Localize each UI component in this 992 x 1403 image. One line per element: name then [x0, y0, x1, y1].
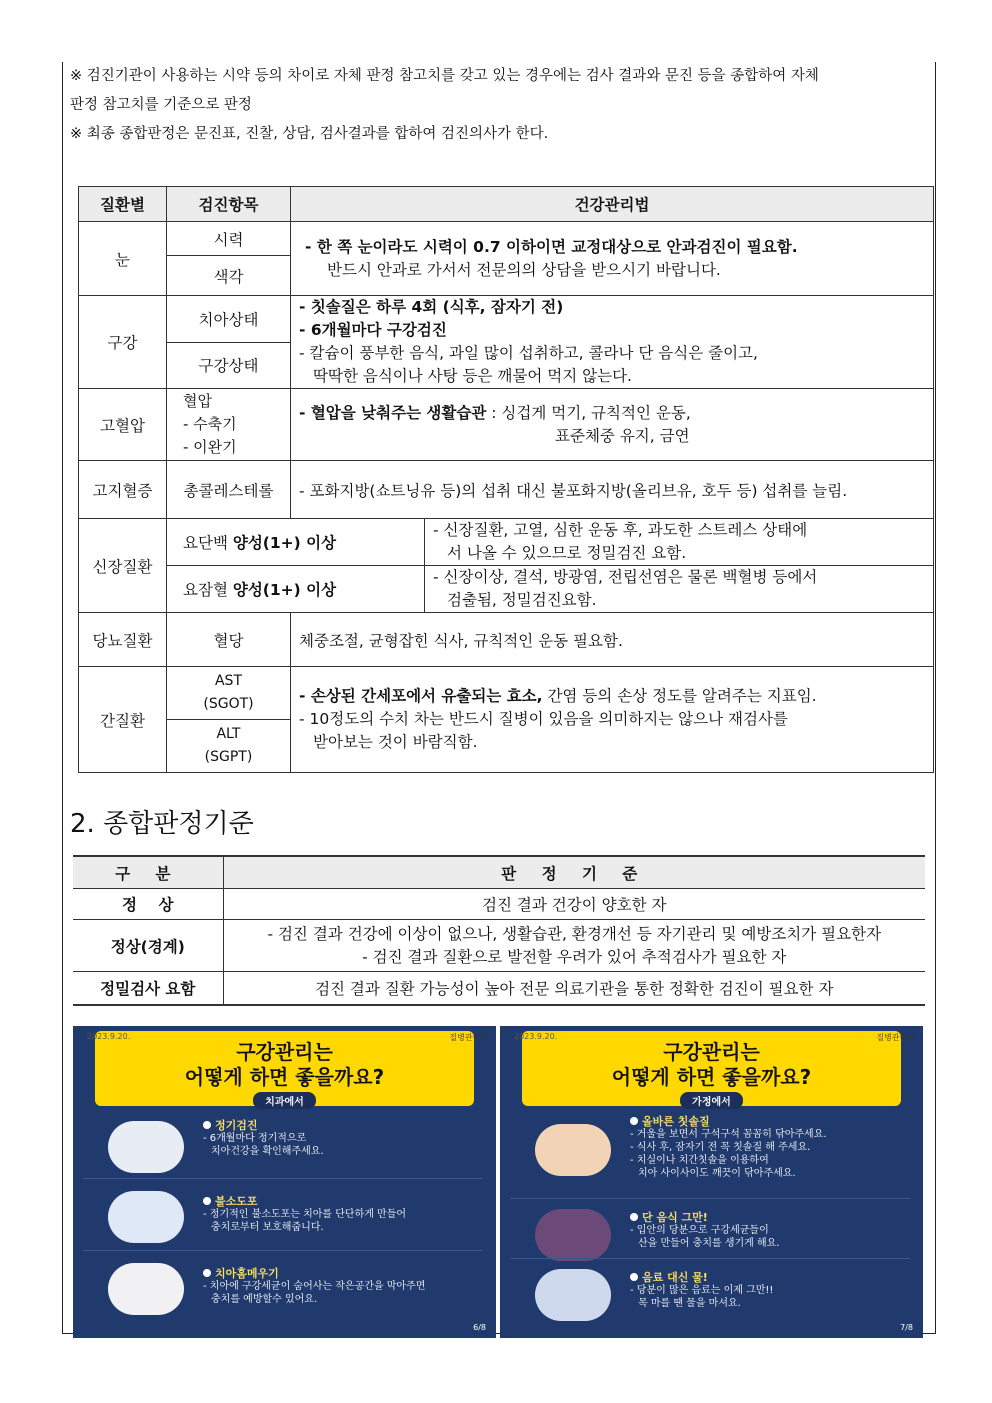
poster2-date: 2023.9.20.	[514, 1032, 558, 1041]
method-bp-rest: : 싱겁게 먹기, 규칙적인 운동,	[486, 403, 691, 422]
method-kidney-2a: - 신장이상, 결석, 방광염, 전립선염은 물론 백혈병 등에서	[433, 568, 818, 586]
row-label-detailed: 정밀검사 요함	[73, 972, 223, 1005]
row-criteria-detailed: 검진 결과 질환 가능성이 높아 전문 의료기관을 통한 정확한 검진이 필요한 자	[223, 972, 925, 1005]
item-protein-label: 요단백	[183, 534, 233, 552]
poster2-item-l1: - 당분이 많은 음료는 이제 그만!!	[630, 1285, 774, 1296]
row-label-borderline: 정상(경계)	[73, 920, 223, 972]
posters	[73, 1026, 923, 1338]
method-eye-line1: - 한 쪽 눈이라도 시력이 0.7 이하이면 교정대상으로 안과검진이 필요함.	[305, 237, 798, 256]
bullet-icon	[630, 1273, 638, 1281]
bullet-icon	[630, 1117, 638, 1125]
poster1-item-l1: - 정기적인 불소도포는 치아를 단단하게 만들어	[203, 1209, 407, 1220]
method-liver	[291, 667, 934, 773]
item-color: 색각	[167, 256, 291, 296]
poster2-item-l1: - 입안의 당분으로 구강세균들이	[630, 1225, 769, 1236]
poster1-item-l2: 충치를 예방할수 있어요.	[211, 1294, 318, 1305]
poster1-item-l1: - 치아에 구강세균이 숨어사는 작은공간을 막아주면	[203, 1281, 426, 1292]
poster2-item-l1: - 거울을 보면서 구석구석 꼼꼼히 닦아주세요.	[630, 1129, 827, 1140]
method-oral-line3: - 칼슘이 풍부한 음식, 과일 많이 섭취하고, 콜라나 단 음식은 줄이고,	[299, 344, 758, 362]
poster1-item-head: 불소도포	[215, 1195, 258, 1208]
poster1-org: 질병관리청	[449, 1033, 488, 1042]
method-oral-line1: - 칫솔질은 하루 4회 (식후, 잠자기 전)	[299, 298, 564, 316]
method-lipid: - 포화지방(쇼트닝유 등)의 섭취 대신 불포화지방(올리브유, 호두 등) 섭취를 늘림.	[291, 461, 934, 519]
note-line: ※ 최종 종합판정은 문진표, 진찰, 상담, 검사결과를 합하여 검진의사가 한다.	[70, 126, 549, 142]
row-criteria-borderline-1: - 검진 결과 건강에 이상이 없으나, 생활습관, 환경개선 등 자기관리 및 예방조치가 필요한자	[267, 924, 882, 943]
disease-eye: 눈	[79, 222, 167, 296]
row-criteria-borderline	[223, 920, 925, 972]
bullet-icon	[203, 1121, 211, 1129]
item-bp-label: 혈압	[183, 392, 212, 410]
poster1-title-1: 구강관리는	[236, 1040, 333, 1064]
method-eye-line2: 반드시 안과로 가서서 전문의의 상담을 받으시기 바랍니다.	[327, 260, 721, 279]
poster1-item-l2: 치아건강을 확인해주세요.	[211, 1146, 324, 1157]
poster1-date: 2023.9.20.	[87, 1032, 131, 1041]
water-bottle-icon	[535, 1269, 611, 1321]
poster-dental-clinic	[73, 1026, 496, 1338]
item-cholesterol: 총콜레스테롤	[167, 461, 291, 519]
poster1-item-head: 치아홈메우기	[215, 1267, 279, 1280]
item-blood-label: 요잠혈	[183, 581, 233, 599]
item-alt-b: (SGPT)	[204, 749, 253, 765]
method-kidney-1	[425, 519, 934, 566]
item-alt	[167, 720, 291, 773]
method-kidney-1b: 서 나올 수 있으므로 정밀검진 요함.	[447, 544, 687, 562]
item-bp	[167, 389, 291, 461]
tooth-magnifier-icon	[108, 1121, 184, 1173]
item-blood	[167, 566, 425, 613]
method-bp-line2: 표준체중 유지, 금연	[555, 426, 690, 445]
row-criteria-normal: 검진 결과 건강이 양호한 자	[223, 889, 925, 920]
poster2-item	[510, 1112, 910, 1200]
poster2-page: 7/8	[900, 1323, 913, 1332]
poster2-item-head: 음료 대신 물!	[642, 1271, 708, 1284]
method-oral-line4: 딱딱한 음식이나 사탕 등은 깨물어 먹지 않는다.	[313, 367, 632, 385]
poster2-item-l4: 치아 사이사이도 깨끗이 닦아주세요.	[638, 1168, 796, 1179]
method-kidney-2b: 검출됨, 정밀검진요함.	[447, 591, 597, 609]
row-criteria-borderline-2: - 검진 결과 질환으로 발전할 우려가 있어 추적검사가 필요한 자	[362, 947, 787, 966]
method-oral	[291, 296, 934, 389]
item-ast-b: (SGOT)	[203, 696, 254, 712]
row-label-normal: 정 상	[73, 889, 223, 920]
poster2-title-box	[522, 1031, 901, 1106]
brushing-person-icon	[535, 1124, 611, 1176]
item-protein	[167, 519, 425, 566]
poster1-title-2: 어떻게 하면 좋을까요?	[184, 1065, 385, 1089]
method-liver-bold: - 손상된 간세포에서 유출되는 효소,	[299, 687, 543, 705]
header-item: 검진항목	[167, 187, 291, 222]
method-diabetes: 체중조절, 균형잡힌 식사, 규칙적인 운동 필요함.	[291, 613, 934, 667]
method-eye	[291, 222, 934, 296]
bullet-icon	[203, 1269, 211, 1277]
method-kidney-2	[425, 566, 934, 613]
method-liver-line3: 받아보는 것이 바람직함.	[313, 733, 478, 751]
disease-liver: 간질환	[79, 667, 167, 773]
poster2-item	[510, 1258, 910, 1335]
notes	[70, 62, 930, 149]
item-mouth: 구강상태	[167, 342, 291, 389]
poster1-item	[83, 1116, 483, 1186]
note-line: 판정 참고치를 기준으로 판정	[70, 97, 252, 113]
tooth-shield-icon	[108, 1191, 184, 1243]
poster1-item	[83, 1178, 483, 1255]
poster2-item-l2: 목 마를 땐 물을 마셔요.	[638, 1298, 741, 1309]
header-criteria: 판 정 기 준	[223, 856, 925, 889]
poster1-item	[83, 1250, 483, 1327]
poster2-item-l2: 산을 만들어 충치를 생기게 해요.	[638, 1238, 780, 1249]
poster1-pill: 치과에서	[253, 1092, 316, 1109]
disease-kidney: 신장질환	[79, 519, 167, 613]
item-ast-a: AST	[214, 673, 242, 689]
item-bp-sys: - 수축기	[183, 415, 237, 433]
note-line: ※ 검진기관이 사용하는 시약 등의 차이로 자체 판정 참고치를 갖고 있는 경우에는 검사 결과와 문진 등을 종합하여 자체	[70, 68, 819, 84]
item-ast	[167, 667, 291, 720]
section-title: 2. 종합판정기준	[70, 809, 254, 839]
item-vision: 시력	[167, 222, 291, 256]
judgement-criteria-table	[73, 855, 925, 1006]
poster2-item-head: 단 음식 그만!	[642, 1211, 708, 1224]
poster1-item-l2: 충치로부터 보호해줍니다.	[211, 1222, 324, 1233]
tooth-sealant-icon	[108, 1263, 184, 1315]
disease-lipid: 고지혈증	[79, 461, 167, 519]
health-management-table	[78, 186, 934, 773]
method-oral-line2: - 6개월마다 구강검진	[299, 321, 447, 339]
poster2-title-2: 어떻게 하면 좋을까요?	[611, 1065, 812, 1089]
method-kidney-1a: - 신장질환, 고열, 심한 운동 후, 과도한 스트레스 상태에	[433, 521, 808, 539]
method-bp	[291, 389, 934, 461]
poster1-item-head: 정기검진	[215, 1119, 258, 1132]
poster2-title-1: 구강관리는	[663, 1040, 760, 1064]
poster-home-care	[500, 1026, 923, 1338]
item-bp-dia: - 이완기	[183, 438, 237, 456]
poster2-pill: 가정에서	[680, 1092, 743, 1109]
header-method: 건강관리법	[291, 187, 934, 222]
item-protein-level: 양성(1+) 이상	[232, 534, 337, 552]
item-alt-a: ALT	[216, 726, 241, 742]
poster1-page: 6/8	[473, 1323, 486, 1332]
poster2-item-l2: - 식사 후, 잠자기 전 꼭 칫솔질 해 주세요.	[630, 1142, 811, 1153]
bullet-icon	[203, 1197, 211, 1205]
disease-oral: 구강	[79, 296, 167, 389]
method-liver-rest: 간염 등의 손상 정도를 알려주는 지표임.	[542, 687, 817, 705]
poster2-item-head: 올바른 칫솔질	[642, 1115, 710, 1128]
item-teeth: 치아상태	[167, 296, 291, 343]
header-disease: 질환별	[79, 187, 167, 222]
item-blood-level: 양성(1+) 이상	[232, 581, 337, 599]
poster1-title-box	[95, 1031, 474, 1106]
disease-bp: 고혈압	[79, 389, 167, 461]
poster2-org: 질병관리청	[876, 1033, 915, 1042]
bullet-icon	[630, 1213, 638, 1221]
method-liver-line2: - 10정도의 수치 차는 반드시 질병이 있음을 의미하지는 않으나 재검사를	[299, 710, 788, 728]
poster1-item-l1: - 6개월마다 정기적으로	[203, 1133, 307, 1144]
item-glucose: 혈당	[167, 613, 291, 667]
poster2-item-l3: - 치실이나 치간칫솔을 이용하여	[630, 1155, 769, 1166]
method-bp-bold: - 혈압을 낮춰주는 생활습관	[299, 403, 487, 422]
disease-diabetes: 당뇨질환	[79, 613, 167, 667]
header-category: 구 분	[73, 856, 223, 889]
candy-icon	[535, 1209, 611, 1261]
